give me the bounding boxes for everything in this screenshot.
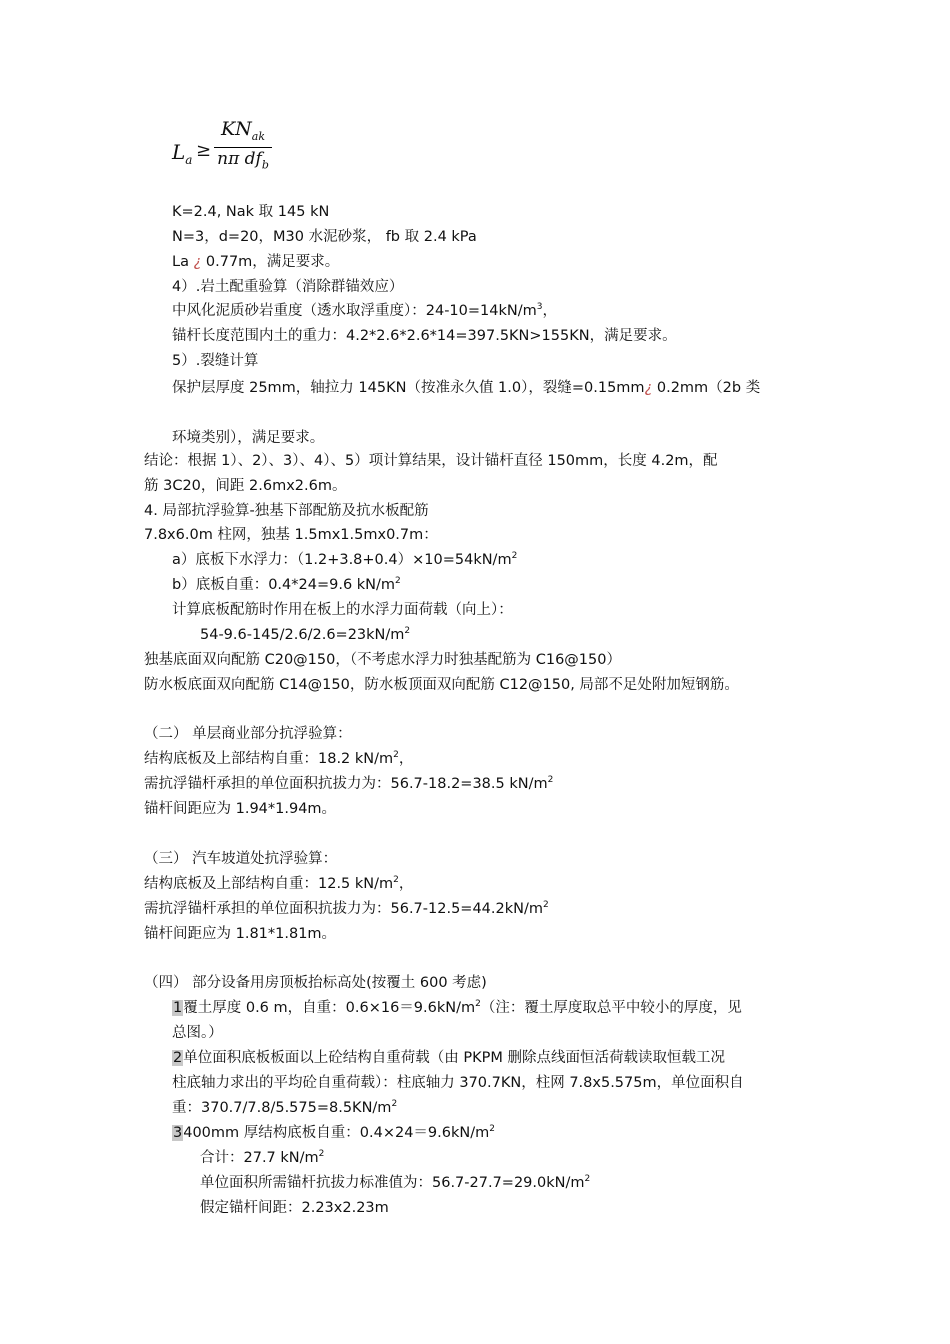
section-4b-heading: （四） 部分设备用房顶板抬标高处(按覆土 600 考虑): [144, 975, 487, 991]
formula-fraction: [214, 118, 272, 171]
s2-weight-line: 结构底板及上部结构自重：18.2 $kN/m^2$，: [144, 750, 414, 767]
s2-uplift-line: 需抗浮锚杆承担的单位面积抗拔力为：56.7-18.2=38.5 $kN/m^2$: [144, 775, 554, 792]
rock-density-line: 中风化泥质砂岩重度（透水取浮重度）：$24-10=14kN/m^3$，: [172, 302, 557, 319]
s4-item-2-cont: 柱底轴力求出的平均砼自重荷载）：柱底轴力 370.7KN，柱网 7.8x5.575m，单位面积自: [172, 1075, 744, 1091]
s3-weight-line: 结构底板及上部结构自重：12.5 $kN/m^2$，: [144, 875, 414, 892]
param-k-line: K=2.4, Nak 取 145 kN: [172, 204, 330, 220]
s3-uplift-line: 需抗浮锚杆承担的单位面积抗拔力为：$56.7-12.5=44.2kN/m^2$: [144, 900, 549, 917]
formula-operator: ≥: [196, 140, 212, 161]
fraction-bar: [214, 147, 272, 148]
section-3-heading: （三） 汽车坡道处抗浮验算：: [144, 851, 338, 867]
crack-line: 保护层厚度 25mm，轴拉力 145KN（按准永久值 1.0），裂缝=0.15mm¿ 0.2mm（2b 类: [172, 380, 761, 396]
conclusion-line: 结论：根据 1）、2）、3）、4）、5）项计算结果，设计锚杆直径 150mm，长度 4.2m，配: [144, 453, 718, 469]
s4-uplift-line: 单位面积所需锚杆抗拔力标准值为：$56.7-27.7=29.0kN/m^2$: [200, 1174, 591, 1191]
load-calc-line: $54-9.6-145/2.6/2.6=23kN/m^2$: [200, 626, 411, 643]
section-4-heading: 4. 局部抗浮验算-独基下部配筋及抗水板配筋: [144, 503, 429, 519]
slab-weight-line: b）底板自重：0.4*24=9.6 $kN/m^2$: [172, 576, 401, 593]
la-result-line: La ¿ 0.77m，满足要求。: [172, 254, 340, 270]
s4-item-2: 2单位面积底板板面以上砼结构自重荷载（由 PKPM 删除点线面恒活荷载读取恒载工况: [173, 1050, 725, 1066]
conclusion-line-cont: 筋 3C20，间距 2.6mx2.6m。: [144, 478, 347, 494]
s4-item-1-cont: 总图。）: [172, 1025, 223, 1041]
s4-total-line: 合计：27.7 $kN/m^2$: [200, 1149, 325, 1166]
section-2-heading: （二） 单层商业部分抗浮验算：: [144, 726, 352, 742]
soil-gravity-line: 锚杆长度范围内土的重力：4.2*2.6*2.6*14=397.5KN>155KN，满足要求。: [172, 328, 677, 344]
s4-item-3: 3400mm 厚结构底板自重：$0.4\times 24=9.6kN/m^2$: [173, 1124, 495, 1141]
waterproof-slab-line: 防水板底面双向配筋 C14@150，防水板顶面双向配筋 C12@150, 局部不足处附加短钢筋。: [144, 677, 739, 693]
anchor-length-formula: [172, 118, 312, 188]
heading-rock-weight: 4）.岩土配重验算（消除群锚效应）: [172, 279, 404, 295]
crack-line-cont: 环境类别），满足要求。: [172, 430, 325, 446]
column-grid-line: 7.8x6.0m 柱网，独基 1.5mx1.5mx0.7m：: [144, 527, 438, 543]
buoyancy-line: a）底板下水浮力：$(1.2+3.8+0.4)\times 10=54kN/m^2$: [172, 551, 518, 568]
formula-denominator: nπ $df_b$: [217, 149, 269, 172]
param-n-line: N=3，d=20，M30 水泥砂浆， fb 取 2.4 kPa: [172, 229, 477, 245]
s4-spacing-line: 假定锚杆间距：2.23x2.23m: [200, 1200, 389, 1216]
s4-item-1: 1覆土厚度 0.6 m，自重：$0.6\times 16=9.6kN/m^2$（注：覆土厚度取总平中较小的厚度，见: [173, 999, 742, 1016]
s2-spacing-line: 锚杆间距应为 1.94*1.94m。: [144, 801, 337, 817]
formula-lhs: $L_a$: [172, 140, 193, 167]
s4-item-2-cont2: 重：$370.7/7.8/5.575=8.5KN/m^2$: [172, 1099, 398, 1116]
footing-rebar-line: 独基底面双向配筋 C20@150，（不考虑水浮力时独基配筋为 C16@150）: [144, 652, 621, 668]
load-line: 计算底板配筋时作用在板上的水浮力面荷载（向上）：: [172, 602, 513, 618]
s3-spacing-line: 锚杆间距应为 1.81*1.81m。: [144, 926, 337, 942]
heading-crack: 5）.裂缝计算: [172, 353, 259, 369]
formula-numerator: $KN_{ak}$: [220, 118, 266, 143]
